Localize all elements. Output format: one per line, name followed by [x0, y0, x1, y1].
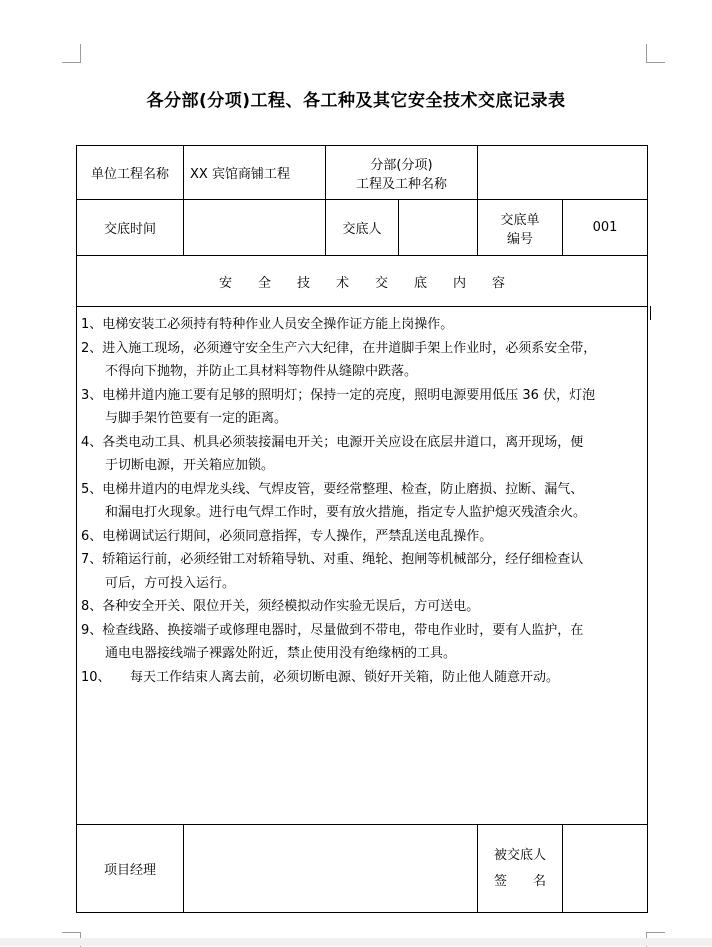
- list-item-number: 6、: [81, 528, 103, 544]
- list-item-number: 9、: [81, 622, 103, 638]
- handover-time-value[interactable]: [184, 200, 326, 256]
- list-item-text: 与脚手架竹笆要有一定的距离。: [105, 411, 288, 426]
- list-item-text: 电梯安装工必须持有特种作业人员安全操作证方能上岗操作。: [102, 317, 454, 332]
- content-body[interactable]: [77, 307, 648, 825]
- table-row-heading: [77, 256, 648, 307]
- handover-number-label-line1: 交底单: [500, 212, 540, 228]
- sub-project-label-line2: 工程及工种名称: [356, 176, 448, 192]
- receiver-signature-value[interactable]: [563, 825, 648, 913]
- project-manager-value[interactable]: [184, 825, 478, 913]
- list-item: [81, 548, 643, 572]
- receiver-label: [478, 825, 563, 913]
- list-item-number: 10、: [81, 669, 105, 685]
- record-table: [76, 145, 648, 913]
- list-item-text: 和漏电打火现象。进行电气焊工作时，要有放火措施，指定专人监护熄灭残渣余火。: [105, 505, 587, 520]
- table-row-content: [77, 307, 648, 825]
- list-item-number: 2、: [81, 340, 103, 356]
- handover-number-value[interactable]: 001: [563, 200, 648, 256]
- handover-person-value[interactable]: [399, 200, 478, 256]
- list-item: [81, 454, 643, 478]
- list-item-number: 4、: [81, 434, 103, 450]
- crop-mark-top-left: [62, 44, 81, 63]
- handover-time-label: 交底时间: [77, 200, 184, 256]
- handover-number-label-line2: 编号: [507, 231, 534, 247]
- sub-project-label-line1: 分部(分项): [370, 157, 433, 173]
- list-item: [81, 337, 643, 361]
- text-cursor: [650, 306, 651, 320]
- items-list: [77, 307, 647, 689]
- list-item: [81, 313, 643, 337]
- list-item: [81, 501, 643, 525]
- handover-number-label: [478, 200, 563, 256]
- sub-project-label: [326, 146, 478, 200]
- list-item: [81, 407, 643, 431]
- table-row-project: [77, 146, 648, 200]
- sub-project-value[interactable]: [478, 146, 648, 200]
- list-item-text: 进入施工现场，必须遵守安全生产六大纪律，在井道脚手架上作业时，必须系安全带，: [102, 340, 597, 356]
- list-item: [81, 525, 643, 549]
- unit-project-value[interactable]: XX 宾馆商铺工程: [184, 146, 326, 200]
- crop-mark-top-right: [646, 44, 665, 63]
- list-item-number: 8、: [81, 599, 103, 614]
- list-item: [81, 619, 643, 643]
- list-item-number: 1、: [81, 317, 103, 332]
- project-manager-label: 项目经理: [77, 825, 184, 913]
- list-item: [81, 642, 643, 666]
- list-item-text: 通电电器接线端子裸露处附近，禁止使用没有绝缘柄的工具。: [105, 646, 457, 661]
- content-heading: 安 全 技 术 交 底 内 容: [77, 256, 648, 307]
- list-item-text: 检查线路、换接端子或修理电器时，尽量做到不带电，带电作业时，要有人监护，在: [102, 622, 584, 638]
- list-item: [81, 431, 643, 455]
- list-item: [81, 360, 643, 384]
- list-item-number: 5、: [81, 481, 103, 497]
- list-item-text: 各类电动工具、机具必须装接漏电开关；电源开关应设在底层井道口，离开现场，便: [102, 434, 584, 450]
- list-item: [81, 595, 643, 619]
- list-item: [81, 478, 643, 502]
- unit-project-label: 单位工程名称: [77, 146, 184, 200]
- list-item-text: 轿箱运行前，必须经钳工对轿箱导轨、对重、绳轮、抱闸等机械部分，经仔细检查认: [102, 552, 584, 567]
- list-item: [81, 572, 643, 596]
- list-item-number: 3、: [81, 387, 103, 403]
- list-item-text: 于切断电源，开关箱应加锁。: [105, 458, 275, 473]
- list-item-text: 电梯调试运行期间，必须同意指挥，专人操作，严禁乱送电乱操作。: [102, 528, 493, 544]
- list-item-text: 各种安全开关、限位开关，须经模拟动作实验无误后，方可送电。: [102, 599, 480, 614]
- list-item-text: 电梯井道内的电焊龙头线、气焊皮管，要经常整理、检查，防止磨损、拉断、漏气、: [102, 481, 584, 497]
- list-item-text: 每天工作结束人离去前，必须切断电源、锁好开关箱，防止他人随意开动。: [104, 669, 560, 685]
- list-item: [81, 384, 643, 408]
- list-item-number: 7、: [81, 552, 103, 567]
- list-item-text: 电梯井道内施工要有足够的照明灯；保持一定的亮度，照明电源要用低压 36 伏，灯泡: [102, 387, 596, 403]
- page-title: 各分部(分项)工程、各工种及其它安全技术交底记录表: [146, 91, 566, 111]
- receiver-label-line2: 签 名: [494, 873, 547, 889]
- list-item-text: 不得向下抛物，并防止工具材料等物件从缝隙中跌落。: [105, 364, 418, 379]
- table-row-meta: [77, 200, 648, 256]
- list-item: [81, 666, 643, 690]
- page-gap: [0, 938, 712, 946]
- receiver-label-line1: 被交底人: [494, 847, 547, 863]
- list-item-text: 可后，方可投入运行。: [105, 575, 236, 591]
- handover-person-label: 交底人: [326, 200, 399, 256]
- table-row-signatures: [77, 825, 648, 913]
